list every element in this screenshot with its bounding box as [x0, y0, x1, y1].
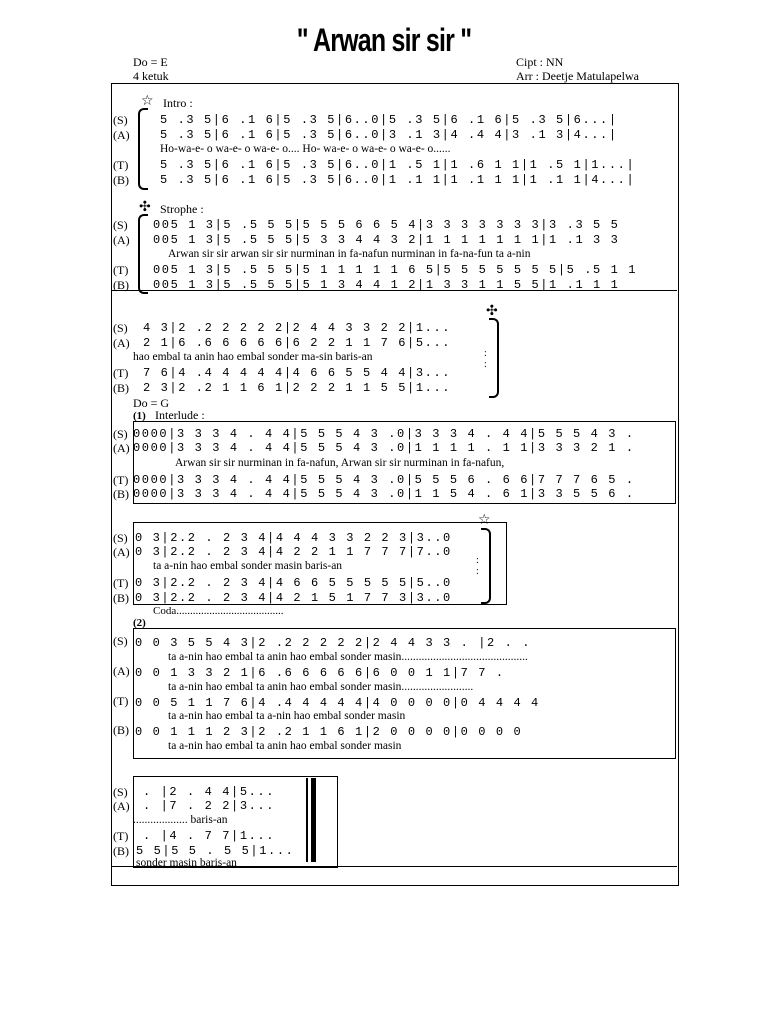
strophe2-soprano-notes: 4 3|2 .2 2 2 2 2|2 4 4 3 3 2 2|1...	[143, 321, 452, 335]
system-brace	[489, 318, 499, 398]
strophe-label: Strophe :	[160, 202, 204, 216]
voice-label-a: (A)	[113, 441, 130, 455]
coda-alto-notes: 0 0 1 3 3 2 1|6 .6 6 6 6 6|6 0 0 1 1|7 7 .	[135, 666, 505, 680]
strophe2-alto-notes: 2 1|6 .6 6 6 6 6|6 2 2 1 1 7 6|5...	[143, 336, 452, 350]
strophe2-bass-notes: 2 3|2 .2 1 1 6 1|2 2 2 1 1 5 5|1...	[143, 381, 452, 395]
voice-label-b: (B)	[113, 173, 129, 187]
coda-alto-lyrics: ta a-nin hao embal ta anin hao embal sonder masin.........................	[168, 681, 474, 693]
intro-tenor-notes: 5 .3 5|6 .1 6|5 .3 5|6..0|1 .5 1|1 .6 1 1|1 .5 1|1...|	[160, 158, 636, 172]
voice-label-t: (T)	[113, 576, 129, 590]
ending-soprano-notes: . |2 . 4 4|5...	[143, 785, 276, 799]
repeat-dots: : :	[484, 348, 487, 370]
voice-label-s: (S)	[113, 785, 128, 799]
meter: 4 ketuk	[133, 69, 169, 83]
interlude2-alto-notes: 0 3|2.2 . 2 3 4|4 2 2 1 1 7 7 7|7..0	[135, 545, 452, 559]
voice-label-a: (A)	[113, 128, 130, 142]
voice-label-b: (B)	[113, 844, 129, 858]
interlude-tenor-notes: 0000|3 3 3 4 . 4 4|5 5 5 4 3 .0|5 5 5 6 . 6 6|7 7 7 6 5 .	[133, 473, 635, 487]
coda-sign-icon: ✣	[486, 303, 498, 319]
intro-lyrics: Ho-wa-e- o wa-e- o wa-e- o.... Ho- wa-e- o wa-e- o wa-e- o......	[160, 143, 451, 155]
ending-alto-notes: . |7 . 2 2|3...	[143, 799, 276, 813]
voice-label-s: (S)	[113, 427, 128, 441]
interlude2-tenor-notes: 0 3|2.2 . 2 3 4|4 6 6 5 5 5 5 5|5..0	[135, 576, 452, 590]
voice-label-a: (A)	[113, 336, 130, 350]
final-barline	[306, 778, 308, 862]
strophe2-lyrics: hao embal ta anin hao embal sonder ma-sin baris-an	[133, 351, 373, 363]
coda-soprano-lyrics: ta a-nin hao embal ta anin hao embal sonder masin............................................	[168, 651, 528, 663]
interlude2-lyrics: ta a-nin hao embal sonder masin baris-an	[153, 560, 343, 572]
ending-tenor-notes: . |4 . 7 7|1...	[143, 829, 276, 843]
voice-label-t: (T)	[113, 829, 129, 843]
voice-label-s: (S)	[113, 218, 128, 232]
voice-label-s: (S)	[113, 321, 128, 335]
ending-bass-lyrics: sonder masin baris-an	[136, 857, 237, 869]
intro-alto-notes: 5 .3 5|6 .1 6|5 .3 5|6..0|3 .1 3|4 .4 4|3 .1 3|4...|	[160, 128, 618, 142]
ending-alto-lyrics: ................... baris-an	[133, 814, 228, 826]
ending-bass-notes: 5 5|5 5 . 5 5|1...	[136, 844, 295, 858]
intro-soprano-notes: 5 .3 5|6 .1 6|5 .3 5|6..0|5 .3 5|6 .1 6|5 .3 5|6...|	[160, 113, 618, 127]
interlude-bass-notes: 0000|3 3 3 4 . 4 4|5 5 5 4 3 .0|1 1 5 4 . 6 1|3 3 5 5 6 .	[133, 487, 635, 501]
system-brace	[138, 214, 148, 294]
voice-label-a: (A)	[113, 799, 130, 813]
coda-tenor-lyrics: ta a-nin hao embal ta a-nin hao embal sonder masin	[168, 710, 406, 722]
segno-icon: ☆	[141, 93, 154, 109]
coda-sign-icon: ✣	[139, 199, 151, 215]
segno-icon: ☆	[478, 512, 491, 528]
interlude-number: (1)	[133, 410, 146, 422]
voice-label-t: (T)	[113, 366, 129, 380]
voice-label-b: (B)	[113, 723, 129, 737]
final-barline	[311, 778, 316, 862]
interlude-alto-notes: 0000|3 3 3 4 . 4 4|5 5 5 4 3 .0|1 1 1 1 . 1 1|3 3 3 2 1 .	[133, 441, 635, 455]
voice-label-t: (T)	[113, 158, 129, 172]
voice-label-b: (B)	[113, 591, 129, 605]
system-brace	[481, 528, 491, 604]
voice-label-s: (S)	[113, 113, 128, 127]
arranger: Arr : Deetje Matulapelwa	[516, 69, 639, 83]
coda-soprano-notes: 0 0 3 5 5 4 3|2 .2 2 2 2 2|2 4 4 3 3 . |2 . .	[135, 636, 532, 650]
key-signature: Do = E	[133, 55, 168, 69]
strophe-soprano-notes: 005 1 3|5 .5 5 5|5 5 5 6 6 5 4|3 3 3 3 3 3 3|3 .3 5 5	[153, 218, 620, 232]
voice-label-s: (S)	[113, 634, 128, 648]
interlude-soprano-notes: 0000|3 3 3 4 . 4 4|5 5 5 4 3 .0|3 3 3 4 . 4 4|5 5 5 4 3 .	[133, 427, 635, 441]
composer: Cipt : NN	[516, 55, 564, 69]
intro-label: Intro :	[163, 96, 193, 110]
strophe-alto-notes: 005 1 3|5 .5 5 5|5 3 3 4 4 3 2|1 1 1 1 1 1 1|1 .1 3 3	[153, 233, 620, 247]
coda-bass-lyrics: ta a-nin hao embal ta anin hao embal sonder masin	[168, 740, 402, 752]
voice-label-b: (B)	[113, 381, 129, 395]
strophe-bass-notes: 005 1 3|5 .5 5 5|5 1 3 4 4 1 2|1 3 3 1 1 5 5|1 .1 1 1	[153, 278, 620, 292]
interlude-label: Interlude :	[155, 408, 205, 422]
system-brace	[138, 108, 148, 190]
coda-label: Coda.......................................	[153, 605, 284, 617]
voice-label-t: (T)	[113, 473, 129, 487]
voice-label-a: (A)	[113, 233, 130, 247]
strophe-tenor-notes: 005 1 3|5 .5 5 5|5 1 1 1 1 1 6 5|5 5 5 5 5 5 5|5 .5 1 1	[153, 263, 638, 277]
voice-label-b: (B)	[113, 487, 129, 501]
intro-bass-notes: 5 .3 5|6 .1 6|5 .3 5|6..0|1 .1 1|1 .1 1 1|1 .1 1|4...|	[160, 173, 636, 187]
coda-bass-notes: 0 0 1 1 1 2 3|2 .2 1 1 6 1|2 0 0 0 0|0 0 0 0	[135, 725, 523, 739]
voice-label-b: (B)	[113, 278, 129, 292]
strophe-lyrics: Arwan sir sir arwan sir sir nurminan in fa-nafun nurminan in fa-na-fun ta a-nin	[168, 248, 531, 260]
voice-label-s: (S)	[113, 531, 128, 545]
coda-number: (2)	[133, 617, 146, 629]
interlude-lyrics: Arwan sir sir nurminan in fa-nafun, Arwan sir sir nurminan in fa-nafun,	[175, 457, 505, 469]
strophe2-tenor-notes: 7 6|4 .4 4 4 4 4|4 6 6 5 5 4 4|3...	[143, 366, 452, 380]
interlude2-soprano-notes: 0 3|2.2 . 2 3 4|4 4 4 3 3 2 2 3|3..0	[135, 531, 452, 545]
song-title: " Arwan sir sir "	[296, 22, 472, 58]
voice-label-a: (A)	[113, 664, 130, 678]
voice-label-a: (A)	[113, 545, 130, 559]
voice-label-t: (T)	[113, 263, 129, 277]
interlude-key: Do = G	[133, 396, 170, 410]
coda-tenor-notes: 0 0 5 1 1 7 6|4 .4 4 4 4 4|4 0 0 0 0|0 4 4 4 4	[135, 696, 540, 710]
repeat-dots: : :	[476, 555, 479, 577]
voice-label-t: (T)	[113, 694, 129, 708]
interlude2-bass-notes: 0 3|2.2 . 2 3 4|4 2 1 5 1 7 7 3|3..0	[135, 591, 452, 605]
